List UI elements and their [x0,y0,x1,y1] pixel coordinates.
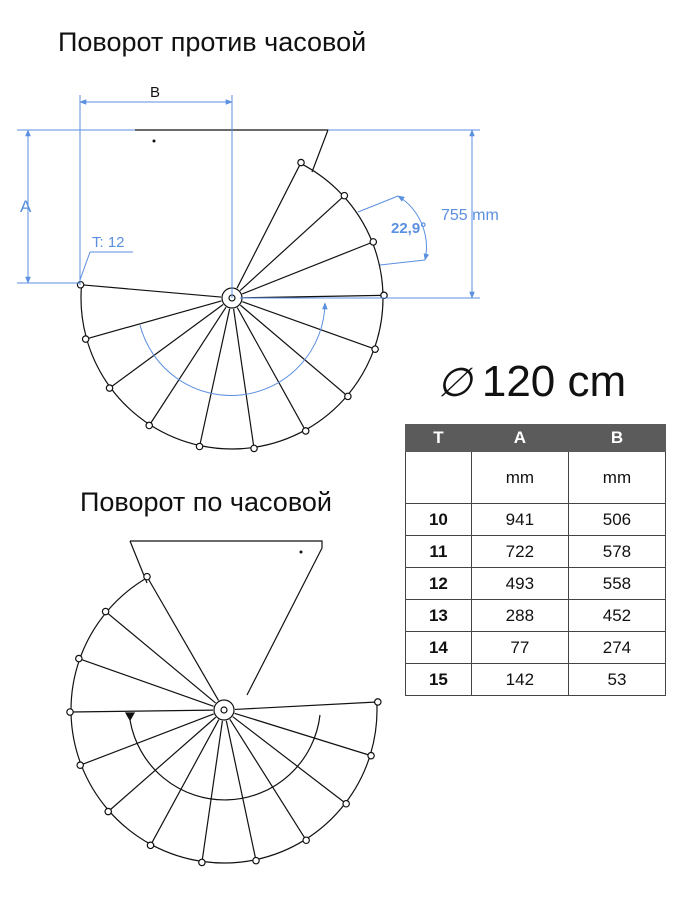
cell-b: 53 [568,664,665,696]
tread-line [200,309,230,446]
tread-line [71,710,213,712]
treads-label: T: 12 [92,234,125,251]
tread-line [240,305,347,396]
baluster-post [343,801,349,807]
baluster-post [199,859,205,865]
baluster-post [77,762,83,768]
tread-line [240,196,343,290]
diameter-label [437,357,626,407]
tread-line [148,577,219,700]
baluster-post [67,709,73,715]
cell-a: 493 [471,568,568,600]
baluster-post [147,842,153,848]
tread-line [243,295,383,297]
baluster-post [102,608,108,614]
tread-line [202,721,222,862]
tread-line [230,719,306,839]
tread-line [110,305,223,388]
table-row [406,504,666,536]
baluster-post [82,336,88,342]
baluster-post [196,443,202,449]
baluster-post [303,837,309,843]
cell-b: 452 [568,600,665,632]
cell-b: 578 [568,536,665,568]
dim-b-label: B [150,84,161,101]
baluster-post [106,385,112,391]
col-header-a: A [471,425,568,452]
tread-line [237,308,305,430]
cell-t: 15 [406,664,472,696]
cell-t: 14 [406,632,472,664]
title-counterclockwise: Поворот против часовой [58,27,367,57]
center-pole-inner [221,707,227,713]
cell-t: 13 [406,600,472,632]
cell-b: 506 [568,504,665,536]
cell-a: 288 [471,600,568,632]
unit-a: mm [471,452,568,504]
baluster-post [302,428,308,434]
dim-a-label: A [20,197,32,216]
cell-b: 274 [568,632,665,664]
table-row [406,632,666,664]
diameter-icon: ∅ [437,360,472,406]
title-clockwise: Поворот по часовой [80,487,332,517]
tread-line [106,612,215,703]
tread-line [82,285,221,297]
tread-line [87,301,222,339]
center-pole [214,700,234,720]
diameter-value: 120 cm [481,357,627,406]
tread-line [226,721,256,860]
tread-line [81,714,214,765]
tread-line [242,242,372,294]
table-row [406,600,666,632]
cell-t: 12 [406,568,472,600]
baluster-post [298,159,304,165]
landing-platform [130,541,322,695]
col-header-b: B [568,425,665,452]
table-row [406,568,666,600]
tread-line [242,302,374,349]
tread-line [234,309,254,448]
cell-t: 10 [406,504,472,536]
cell-a: 722 [471,536,568,568]
baluster-post [251,445,257,451]
tread-line [237,163,301,288]
baluster-post [375,699,381,705]
cell-b: 558 [568,568,665,600]
table-row [406,664,666,696]
cell-a: 941 [471,504,568,536]
cell-a: 142 [471,664,568,696]
baluster-post [76,655,82,661]
tread-line [80,659,214,706]
baluster-post [341,192,347,198]
stair-plan-cw [67,541,381,866]
table-row [406,536,666,568]
baluster-post [105,808,111,814]
cell-t: 11 [406,536,472,568]
unit-b: mm [568,452,665,504]
cell-a: 77 [471,632,568,664]
tread-line [150,307,226,424]
baluster-post [368,752,374,758]
baluster-post [372,346,378,352]
baluster-post [345,393,351,399]
dimension-lines [17,95,480,395]
dim-height-label: 755 mm [441,207,499,224]
col-header-t: T [406,425,472,452]
baluster-post [144,573,150,579]
spec-table [405,424,666,696]
baluster-post [253,857,259,863]
dim-angle-label: 22,9° [391,220,427,237]
tread-line [151,720,219,845]
unit-t [406,452,472,504]
baluster-post [370,239,376,245]
tread-line [235,702,377,709]
baluster-post [146,422,152,428]
